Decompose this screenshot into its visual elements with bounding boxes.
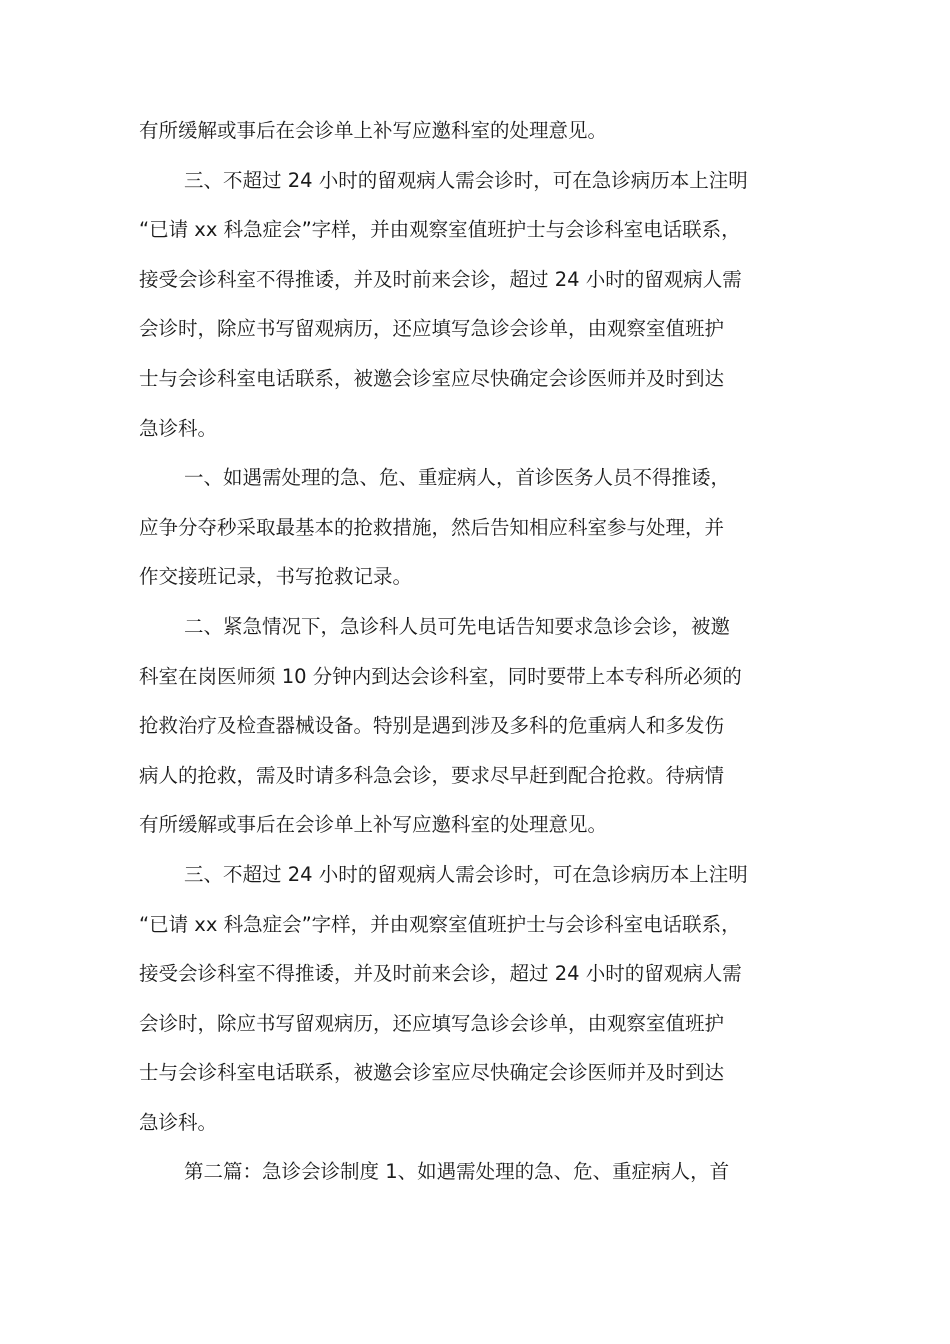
paragraph-line: 会诊时，除应书写留观病历，还应填写急诊会诊单，由观察室值班护 <box>139 1011 725 1035</box>
paragraph-line: 士与会诊科室电话联系，被邀会诊室应尽快确定会诊医师并及时到达 <box>139 1061 725 1085</box>
paragraph-line: 士与会诊科室电话联系，被邀会诊室应尽快确定会诊医师并及时到达 <box>139 366 725 390</box>
paragraph-line: 急诊科。 <box>139 1110 218 1134</box>
paragraph-first-line: 三、不超过 24 小时的留观病人需会诊时，可在急诊病历本上注明 <box>184 168 748 192</box>
paragraph-line: 急诊科。 <box>139 416 218 440</box>
paragraph-first-line: 二、紧急情况下，急诊科人员可先电话告知要求急诊会诊，被邀 <box>184 614 731 638</box>
paragraph-line: 有所缓解或事后在会诊单上补写应邀科室的处理意见。 <box>139 813 608 837</box>
paragraph-line: “已请 xx 科急症会”字样，并由观察室值班护士与会诊科室电话联系， <box>139 218 741 242</box>
paragraph-first-line: 三、不超过 24 小时的留观病人需会诊时，可在急诊病历本上注明 <box>184 862 748 886</box>
paragraph-line: 接受会诊科室不得推诿，并及时前来会诊，超过 24 小时的留观病人需 <box>139 962 742 986</box>
paragraph-first-line: 一、如遇需处理的急、危、重症病人，首诊医务人员不得推诿， <box>184 466 731 490</box>
paragraph-line: 会诊时，除应书写留观病历，还应填写急诊会诊单，由观察室值班护 <box>139 317 725 341</box>
paragraph-line: 接受会诊科室不得推诿，并及时前来会诊，超过 24 小时的留观病人需 <box>139 267 742 291</box>
paragraph-line: “已请 xx 科急症会”字样，并由观察室值班护士与会诊科室电话联系， <box>139 912 741 936</box>
document-body <box>139 106 829 1197</box>
paragraph-line: 抢救治疗及检查器械设备。特别是遇到涉及多科的危重病人和多发伤 <box>139 714 725 738</box>
paragraph-line: 有所缓解或事后在会诊单上补写应邀科室的处理意见。 <box>139 119 608 142</box>
paragraph-first-line: 第二篇：急诊会诊制度 1、如遇需处理的急、危、重症病人，首 <box>184 1160 730 1184</box>
paragraph-line: 科室在岗医师须 10 分钟内到达会诊科室，同时要带上本专科所必须的 <box>139 664 742 688</box>
paragraph-line: 应争分夺秒采取最基本的抢救措施，然后告知相应科室参与处理，并 <box>139 515 725 539</box>
paragraph-line: 作交接班记录，书写抢救记录。 <box>139 565 413 589</box>
paragraph-line: 病人的抢救，需及时请多科急会诊，要求尽早赶到配合抢救。待病情 <box>139 763 725 787</box>
